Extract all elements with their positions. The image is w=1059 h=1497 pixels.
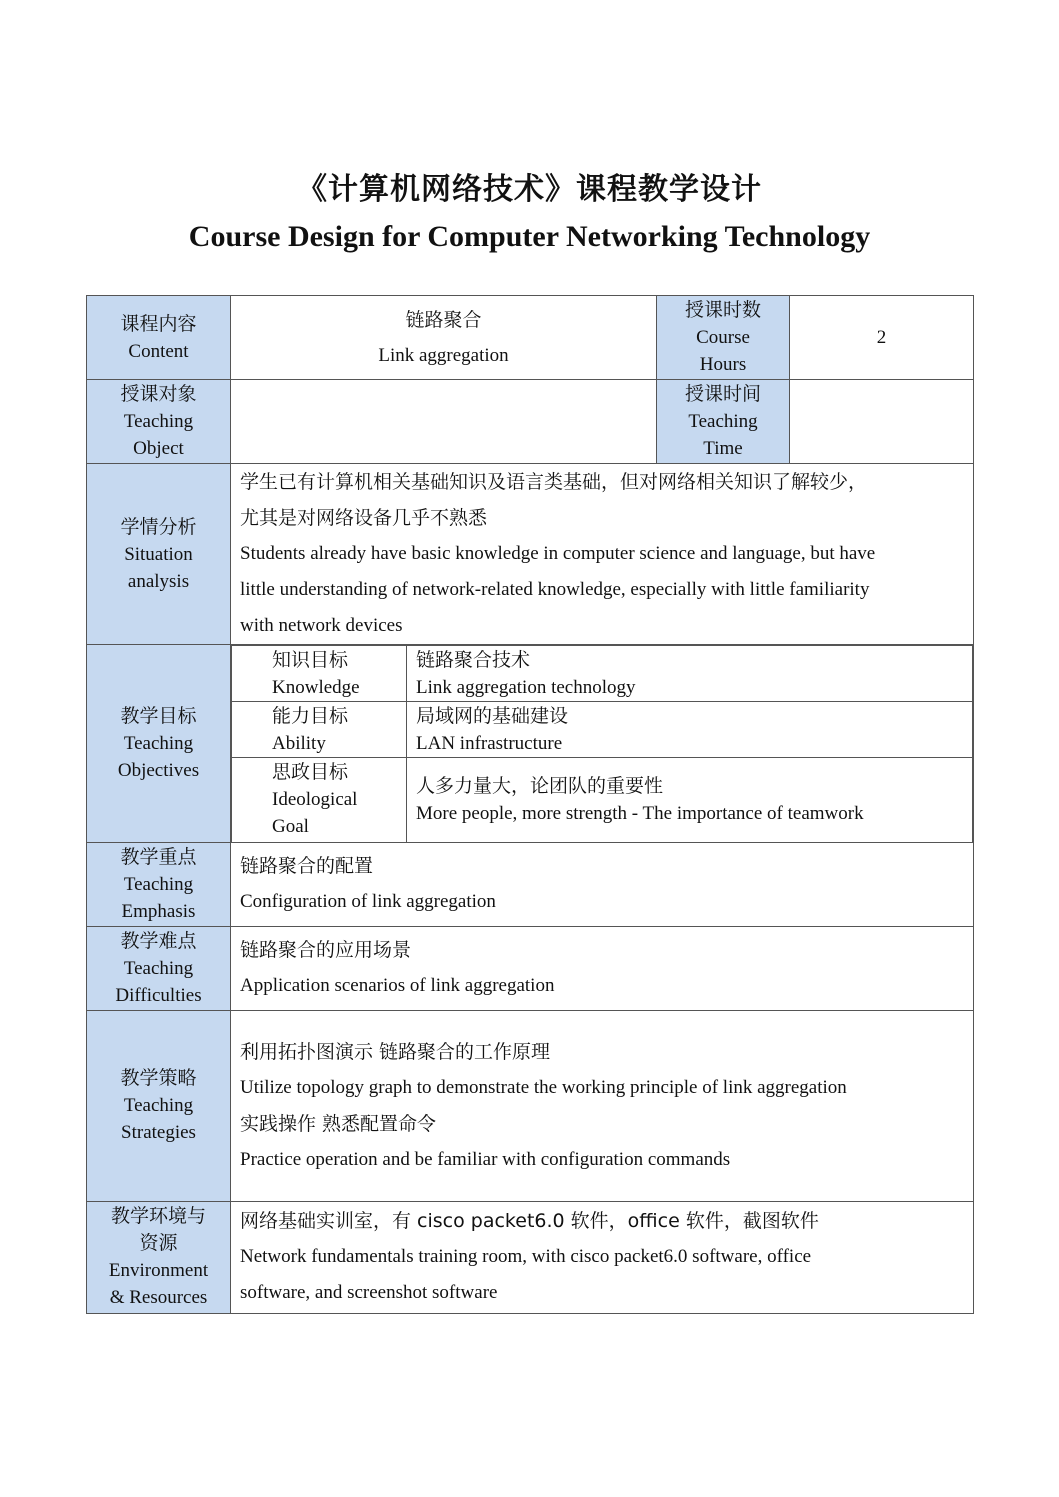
objective-knowledge: 知识目标 Knowledge 链路聚合技术 Link aggregation technology — [232, 646, 973, 702]
value-environment-resources: 网络基础实训室，有 cisco packet6.0 软件，office 软件，截图软件 Network fundamentals training room, with cisco packet6.0 software, office software, and screenshot software — [231, 1201, 974, 1313]
row-teaching-difficulties — [87, 926, 974, 1010]
value-content: 链路聚合 Link aggregation — [231, 296, 657, 380]
label-teaching-time: 授课时间 Teaching Time — [657, 380, 790, 464]
label-situation-analysis: 学情分析 Situation analysis — [87, 464, 231, 645]
label-teaching-object: 授课对象 Teaching Object — [87, 380, 231, 464]
row-teaching-strategies — [87, 1010, 974, 1201]
row-teaching-objectives — [87, 645, 974, 843]
value-teaching-difficulties: 链路聚合的应用场景 Application scenarios of link aggregation — [231, 926, 974, 1010]
objective-ideological: 思政目标 Ideological Goal 人多力量大，论团队的重要性 More people, more strength - The importance of teamwork — [232, 758, 973, 842]
objectives-subtable — [231, 645, 973, 842]
value-teaching-time — [790, 380, 974, 464]
label-course-hours: 授课时数 Course Hours — [657, 296, 790, 380]
row-content — [87, 296, 974, 380]
label-environment-resources: 教学环境与 资源 Environment & Resources — [87, 1201, 231, 1313]
row-teaching-object — [87, 380, 974, 464]
label-teaching-difficulties: 教学难点 Teaching Difficulties — [87, 926, 231, 1010]
value-teaching-object — [231, 380, 657, 464]
row-environment-resources — [87, 1201, 974, 1313]
course-design-table — [86, 295, 974, 1314]
label-teaching-strategies: 教学策略 Teaching Strategies — [87, 1010, 231, 1201]
objective-ability: 能力目标 Ability 局域网的基础建设 LAN infrastructure — [232, 702, 973, 758]
label-teaching-objectives: 教学目标 Teaching Objectives — [87, 645, 231, 843]
row-teaching-emphasis — [87, 842, 974, 926]
value-course-hours: 2 — [790, 296, 974, 380]
label-teaching-emphasis: 教学重点 Teaching Emphasis — [87, 842, 231, 926]
value-teaching-strategies: 利用拓扑图演示 链路聚合的工作原理 Utilize topology graph to demonstrate the working principle of link aggregation 实践操作 熟悉配置命令 Practice operation and be familiar with configuration commands — [231, 1010, 974, 1201]
label-content: 课程内容 Content — [87, 296, 231, 380]
document-title-cn: 《计算机网络技术》课程教学设计 — [297, 172, 762, 207]
objectives-container — [231, 645, 974, 843]
value-situation-analysis: 学生已有计算机相关基础知识及语言类基础，但对网络相关知识了解较少， 尤其是对网络设备几乎不熟悉 Students already have basic knowledge in computer science and language, but have little understanding of network-related knowledge, especially with little familiarity with network devices — [231, 464, 974, 645]
value-teaching-emphasis: 链路聚合的配置 Configuration of link aggregation — [231, 842, 974, 926]
document-title-en: Course Design for Computer Networking Technology — [188, 220, 871, 253]
row-situation-analysis — [87, 464, 974, 645]
